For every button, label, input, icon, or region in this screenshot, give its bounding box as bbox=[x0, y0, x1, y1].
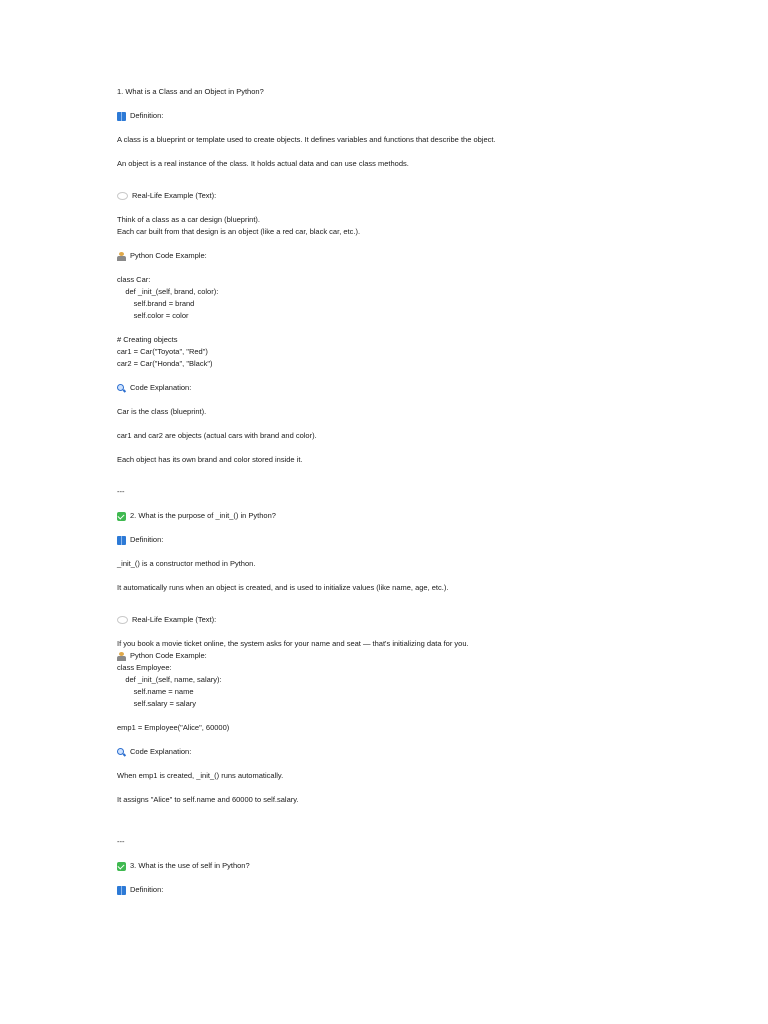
code-line: self.brand = brand bbox=[117, 299, 195, 308]
code-explanation-label: Code Explanation: bbox=[130, 383, 192, 392]
real-life-label: Real-Life Example (Text): bbox=[132, 191, 217, 200]
code-line: def _init_(self, name, salary): bbox=[117, 675, 222, 684]
definition-text: _init_() is a constructor method in Python. bbox=[117, 559, 256, 568]
definition-label: Definition: bbox=[130, 535, 164, 544]
document-page bbox=[117, 86, 677, 896]
explanation-text: Car is the class (blueprint). bbox=[117, 407, 207, 416]
definition-text: An object is a real instance of the class. It holds actual data and can use class methods. bbox=[117, 159, 409, 168]
explanation-text: When emp1 is created, _init_() runs automatically. bbox=[117, 771, 284, 780]
book-icon bbox=[117, 112, 126, 121]
code-line: def _init_(self, brand, color): bbox=[117, 287, 219, 296]
section-3-title bbox=[117, 860, 677, 872]
code-example-label: Python Code Example: bbox=[130, 251, 207, 260]
definition-heading bbox=[117, 110, 677, 122]
check-mark-icon bbox=[117, 862, 126, 871]
speech-bubble-icon bbox=[117, 616, 128, 624]
code-line: class Car: bbox=[117, 275, 151, 284]
code-line: car1 = Car("Toyota", "Red") bbox=[117, 347, 208, 356]
code-explanation-heading bbox=[117, 746, 677, 758]
real-life-label: Real-Life Example (Text): bbox=[132, 615, 217, 624]
code-line: self.color = color bbox=[117, 311, 189, 320]
section-2-title-text: 2. What is the purpose of _init_() in Python? bbox=[130, 511, 276, 520]
book-icon bbox=[117, 886, 126, 895]
section-1-title: 1. What is a Class and an Object in Python? bbox=[117, 87, 264, 96]
code-line: car2 = Car("Honda", "Black") bbox=[117, 359, 213, 368]
real-life-text: Each car built from that design is an object (like a red car, black car, etc.). bbox=[117, 227, 361, 236]
code-example-label: Python Code Example: bbox=[130, 651, 207, 660]
magnifier-icon bbox=[117, 384, 126, 393]
real-life-text: Think of a class as a car design (blueprint). bbox=[117, 215, 260, 224]
code-line: emp1 = Employee("Alice", 60000) bbox=[117, 723, 230, 732]
definition-label: Definition: bbox=[130, 885, 164, 894]
real-life-heading bbox=[117, 190, 677, 202]
section-3-title-text: 3. What is the use of self in Python? bbox=[130, 861, 250, 870]
technologist-icon bbox=[117, 252, 126, 261]
magnifier-icon bbox=[117, 748, 126, 757]
code-line: self.salary = salary bbox=[117, 699, 196, 708]
technologist-icon bbox=[117, 652, 126, 661]
definition-heading bbox=[117, 884, 677, 896]
real-life-heading bbox=[117, 614, 677, 626]
definition-heading bbox=[117, 534, 677, 546]
code-explanation-heading bbox=[117, 382, 677, 394]
separator: --- bbox=[117, 837, 125, 846]
code-line: class Employee: bbox=[117, 663, 172, 672]
explanation-text: car1 and car2 are objects (actual cars with brand and color). bbox=[117, 431, 317, 440]
book-icon bbox=[117, 536, 126, 545]
code-explanation-label: Code Explanation: bbox=[130, 747, 192, 756]
definition-text: A class is a blueprint or template used to create objects. It defines variables and functions that describe the object. bbox=[117, 135, 496, 144]
definition-label: Definition: bbox=[130, 111, 164, 120]
speech-bubble-icon bbox=[117, 192, 128, 200]
separator: --- bbox=[117, 487, 125, 496]
definition-text: It automatically runs when an object is created, and is used to initialize values (like name, age, etc.). bbox=[117, 583, 449, 592]
explanation-text: Each object has its own brand and color stored inside it. bbox=[117, 455, 303, 464]
explanation-text: It assigns "Alice" to self.name and 60000 to self.salary. bbox=[117, 795, 299, 804]
section-2-title bbox=[117, 510, 677, 522]
code-example-heading bbox=[117, 250, 677, 262]
code-line: self.name = name bbox=[117, 687, 194, 696]
check-mark-icon bbox=[117, 512, 126, 521]
code-line: # Creating objects bbox=[117, 335, 178, 344]
code-example-heading bbox=[117, 650, 677, 662]
real-life-text: If you book a movie ticket online, the system asks for your name and seat — that's initializing data for you. bbox=[117, 639, 469, 648]
